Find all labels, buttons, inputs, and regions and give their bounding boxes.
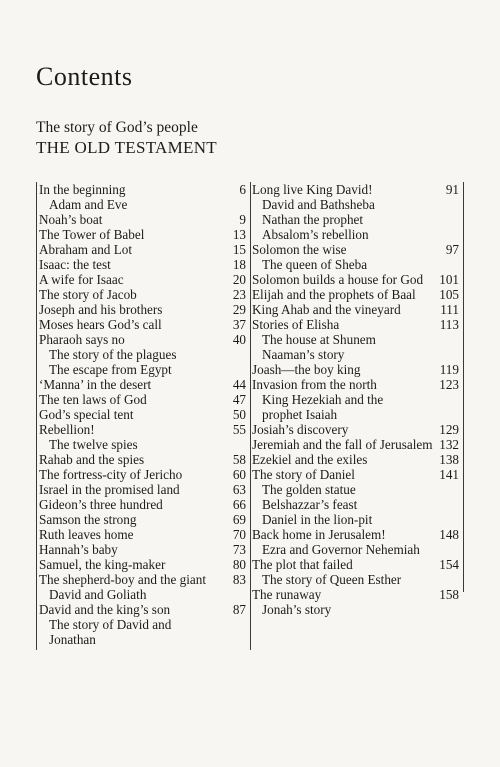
- toc-entry: [39, 467, 246, 482]
- toc-entry-page: 18: [232, 257, 246, 272]
- toc-entry: [39, 512, 246, 527]
- toc-entry: [39, 227, 246, 242]
- toc-entry: [252, 317, 459, 332]
- toc-entry-title: The plot that failed: [252, 557, 353, 572]
- toc-entry: [39, 212, 246, 227]
- toc-entry: [252, 467, 459, 482]
- toc-entry-title: Solomon builds a house for God: [252, 272, 424, 287]
- toc-entry: [39, 272, 246, 287]
- toc-entry-title: Abraham and Lot: [39, 242, 133, 257]
- toc-entry-title: A wife for Isaac: [39, 272, 124, 287]
- toc-entry: [252, 437, 459, 452]
- toc-entry-title: ‘Manna’ in the desert: [39, 377, 152, 392]
- toc-entry-page: 44: [232, 377, 246, 392]
- toc-entry-title: Elijah and the prophets of Baal: [252, 287, 416, 302]
- toc-entry: [252, 557, 459, 572]
- toc-entry: [252, 587, 459, 602]
- toc-entry-page: 60: [232, 467, 246, 482]
- toc-entry-page: 40: [232, 332, 246, 347]
- toc-subentry: Belshazzar’s feast: [262, 497, 358, 512]
- toc-entry-page: 47: [232, 392, 246, 407]
- toc-entry-title: Rebellion!: [39, 422, 95, 437]
- toc-subentry: The story of Queen Esther: [262, 572, 402, 587]
- toc-entry-page: 83: [232, 572, 246, 587]
- toc-entry-page: 50: [232, 407, 246, 422]
- toc-entry-title: Joseph and his brothers: [39, 302, 163, 317]
- toc-entry: [39, 572, 246, 587]
- toc-subentry: The twelve spies: [49, 437, 138, 452]
- toc-entry-title: Samuel, the king-maker: [39, 557, 166, 572]
- toc-entry: [39, 407, 246, 422]
- toc-subentry: The queen of Sheba: [262, 257, 368, 272]
- toc-entry-title: The story of Jacob: [39, 287, 137, 302]
- toc-entry-page: 138: [439, 452, 459, 467]
- toc-entry-page: 87: [232, 602, 246, 617]
- toc-entry: [39, 287, 246, 302]
- toc-entry-page: 55: [232, 422, 246, 437]
- toc-subentry: The house at Shunem: [262, 332, 376, 347]
- toc-entry: [252, 377, 459, 392]
- toc-entry-page: 97: [445, 242, 459, 257]
- toc-entry-page: 69: [232, 512, 246, 527]
- contents-column-left: [36, 182, 251, 650]
- toc-entry: [39, 317, 246, 332]
- toc-entry-title: The shepherd-boy and the giant: [39, 572, 206, 587]
- toc-entry-title: Gideon’s three hundred: [39, 497, 163, 512]
- toc-subentry: Jonathan: [49, 632, 96, 647]
- toc-subentry: Daniel in the lion-pit: [262, 512, 373, 527]
- toc-subentry: Absalom’s rebellion: [262, 227, 369, 242]
- toc-subentry: Adam and Eve: [49, 197, 128, 212]
- toc-entry-page: 91: [445, 182, 459, 197]
- toc-entry-title: The fortress-city of Jericho: [39, 467, 183, 482]
- toc-entry-title: Ruth leaves home: [39, 527, 134, 542]
- toc-entry-title: Moses hears God’s call: [39, 317, 162, 332]
- subheading: The story of God’s people: [36, 119, 198, 136]
- toc-entry-title: Josiah’s discovery: [252, 422, 349, 437]
- toc-entry: [252, 272, 459, 287]
- toc-entry-title: Long live King David!: [252, 182, 373, 197]
- toc-entry: [39, 527, 246, 542]
- toc-entry-page: 66: [232, 497, 246, 512]
- toc-entry-title: David and the king’s son: [39, 602, 171, 617]
- toc-subentry: David and Goliath: [49, 587, 147, 602]
- toc-entry: [39, 332, 246, 347]
- toc-entry-page: 80: [232, 557, 246, 572]
- toc-entry-title: Ezekiel and the exiles: [252, 452, 368, 467]
- toc-entry-title: The story of Daniel: [252, 467, 355, 482]
- toc-entry-title: In the beginning: [39, 182, 126, 197]
- toc-entry-title: The runaway: [252, 587, 322, 602]
- toc-entry-title: Isaac: the test: [39, 257, 111, 272]
- contents-column-right: [252, 182, 464, 617]
- toc-entry: [39, 182, 246, 197]
- toc-entry-page: 63: [232, 482, 246, 497]
- toc-entry: [39, 557, 246, 572]
- toc-subentry: David and Bathsheba: [262, 197, 375, 212]
- toc-subentry: prophet Isaiah: [262, 407, 338, 422]
- toc-entry-title: Invasion from the north: [252, 377, 377, 392]
- toc-entry-page: 123: [439, 377, 459, 392]
- toc-entry-page: 132: [439, 437, 459, 452]
- toc-subentry: The story of the plagues: [49, 347, 177, 362]
- toc-entry: [252, 362, 459, 377]
- toc-entry-title: Pharaoh says no: [39, 332, 125, 347]
- toc-entry-page: 6: [239, 182, 246, 197]
- toc-entry-page: 141: [439, 467, 459, 482]
- toc-entry: [252, 527, 459, 542]
- toc-entry-page: 13: [232, 227, 246, 242]
- toc-entry-page: 73: [232, 542, 246, 557]
- toc-entry-title: Hannah’s baby: [39, 542, 118, 557]
- toc-entry-title: Noah’s boat: [39, 212, 103, 227]
- toc-entry: [39, 497, 246, 512]
- toc-entry-page: 37: [232, 317, 246, 332]
- toc-subentry: The story of David and: [49, 617, 172, 632]
- toc-entry-page: 23: [232, 287, 246, 302]
- toc-entry: [252, 182, 459, 197]
- toc-entry: [39, 452, 246, 467]
- toc-entry-title: Israel in the promised land: [39, 482, 180, 497]
- toc-entry-page: 29: [232, 302, 246, 317]
- toc-subentry: The golden statue: [262, 482, 356, 497]
- toc-entry-page: 158: [439, 587, 459, 602]
- toc-entry: [39, 242, 246, 257]
- toc-entry: [252, 287, 459, 302]
- toc-entry-page: 20: [232, 272, 246, 287]
- toc-entry: [39, 377, 246, 392]
- toc-subentry: The escape from Egypt: [49, 362, 172, 377]
- toc-subentry: King Hezekiah and the: [262, 392, 384, 407]
- toc-entry-page: 119: [439, 362, 459, 377]
- toc-entry-page: 9: [239, 212, 246, 227]
- toc-entry-page: 101: [439, 272, 459, 287]
- toc-entry-page: 105: [439, 287, 459, 302]
- page-title: Contents: [36, 62, 133, 91]
- toc-entry-page: 15: [232, 242, 246, 257]
- toc-entry-title: Rahab and the spies: [39, 452, 145, 467]
- toc-entry-title: The Tower of Babel: [39, 227, 145, 242]
- toc-subentry: Ezra and Governor Nehemiah: [262, 542, 420, 557]
- toc-subentry: Nathan the prophet: [262, 212, 364, 227]
- toc-entry: [39, 257, 246, 272]
- toc-entry-page: 154: [439, 557, 459, 572]
- toc-entry-page: 70: [232, 527, 246, 542]
- toc-entry: [39, 302, 246, 317]
- toc-entry-page: 129: [439, 422, 459, 437]
- toc-entry-title: Solomon the wise: [252, 242, 347, 257]
- toc-entry-title: Stories of Elisha: [252, 317, 340, 332]
- toc-entry-title: Samson the strong: [39, 512, 137, 527]
- toc-subentry: Naaman’s story: [262, 347, 345, 362]
- toc-entry: [252, 452, 459, 467]
- toc-entry-title: God’s special tent: [39, 407, 134, 422]
- toc-entry-page: 58: [232, 452, 246, 467]
- toc-entry-title: Jeremiah and the fall of Jerusalem: [252, 437, 433, 452]
- toc-entry-page: 113: [439, 317, 459, 332]
- toc-entry-title: The ten laws of God: [39, 392, 147, 407]
- toc-entry: [252, 422, 459, 437]
- toc-entry-page: 148: [439, 527, 459, 542]
- section-title: THE OLD TESTAMENT: [36, 138, 217, 157]
- toc-subentry: Jonah’s story: [262, 602, 332, 617]
- toc-entry: [39, 542, 246, 557]
- toc-entry: [39, 482, 246, 497]
- toc-entry: [252, 302, 459, 317]
- toc-entry: [252, 242, 459, 257]
- toc-entry-title: Back home in Jerusalem!: [252, 527, 386, 542]
- toc-entry: [39, 392, 246, 407]
- toc-entry: [39, 422, 246, 437]
- toc-entry-page: 111: [440, 302, 459, 317]
- toc-entry: [39, 602, 246, 617]
- toc-entry-title: King Ahab and the vineyard: [252, 302, 401, 317]
- toc-entry-title: Joash—the boy king: [252, 362, 361, 377]
